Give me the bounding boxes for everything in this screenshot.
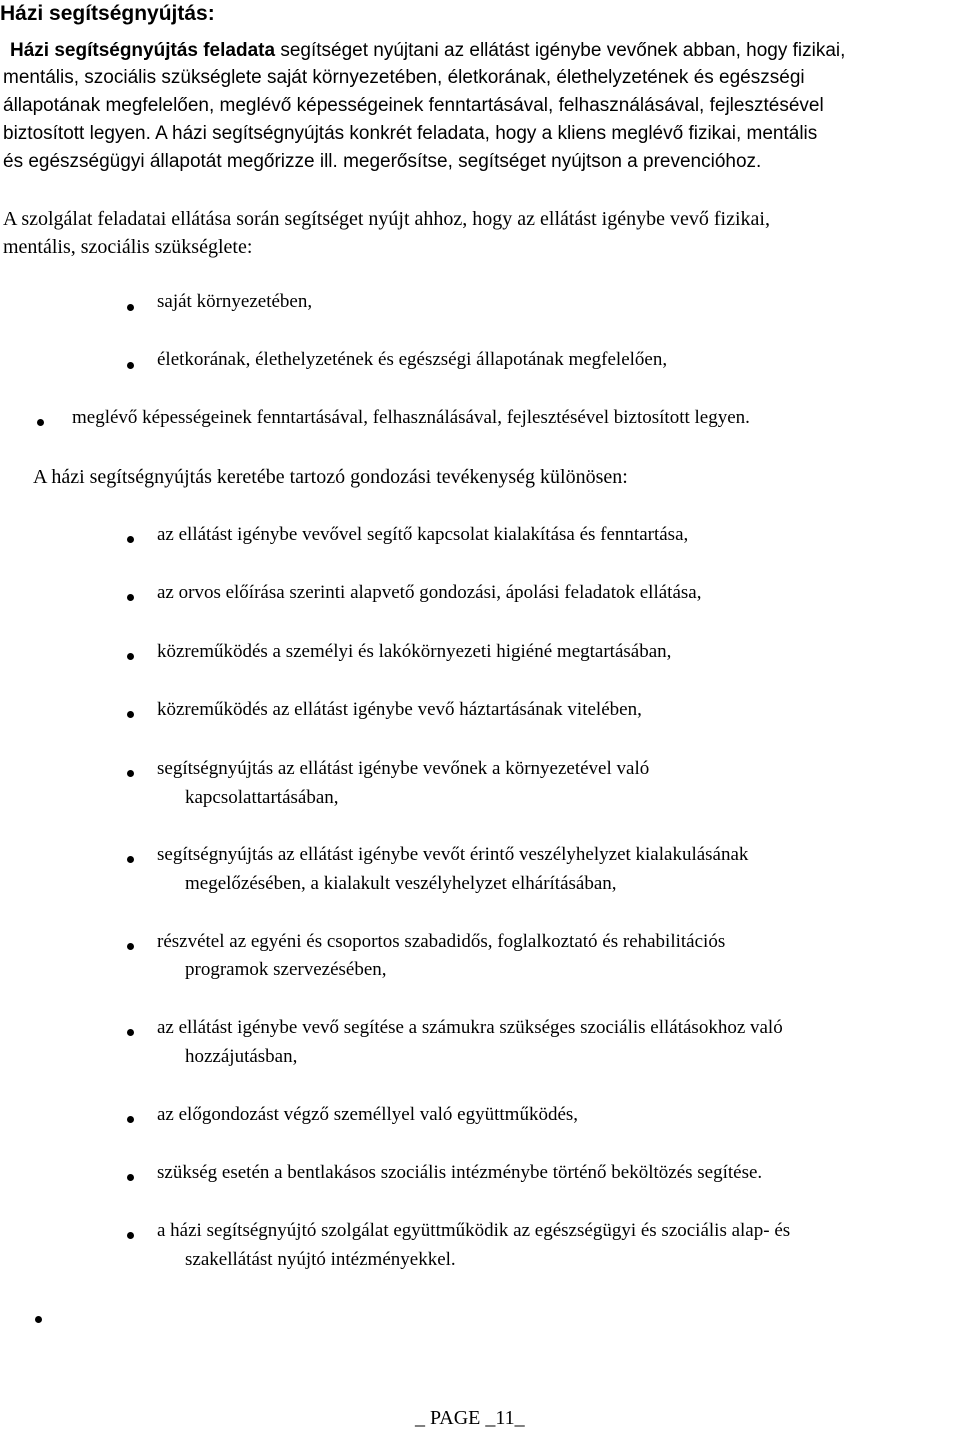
intro-bold-lead: Házi segítségnyújtás feladata — [10, 40, 276, 61]
service-para-line-1: A szolgálat feladatai ellátása során segítséget nyújt ahhoz, hogy az ellátást igénybe vevő fizikai, — [3, 208, 770, 230]
needs-item-2: életkorának, élethelyzetének és egészségi állapotának megfelelően, — [157, 349, 668, 370]
needs-item-1: saját környezetében, — [157, 291, 313, 312]
care-item-10: szükség esetén a bentlakásos szociális intézménybe történő beköltözés segítése. — [157, 1162, 763, 1183]
care-item-8-line-1: az ellátást igénybe vevő segítése a számukra szükséges szociális ellátásokhoz való — [157, 1017, 783, 1038]
care-item-6-line-2: megelőzésében, a kialakult veszélyhelyzet elhárításában, — [185, 873, 617, 894]
care-item-7-line-1: részvétel az egyéni és csoportos szabadidős, foglalkoztató és rehabilitációs — [157, 931, 726, 952]
care-item-11-line-2: szakellátást nyújtó intézményekkel. — [185, 1249, 456, 1270]
bullet-icon — [127, 362, 134, 369]
bullet-icon — [127, 653, 134, 660]
bullet-icon — [127, 1174, 134, 1181]
intro-line-1 — [10, 40, 845, 62]
intro-line-1-rest: segítséget nyújtani az ellátást igénybe vevőnek abban, hogy fizikai, — [275, 40, 846, 61]
care-item-9: az előgondozást végző személlyel való együttműködés, — [157, 1104, 579, 1125]
empty-bullet-icon — [35, 1316, 42, 1323]
bullet-icon — [127, 856, 134, 863]
care-item-1: az ellátást igénybe vevővel segítő kapcsolat kialakítása és fenntartása, — [157, 524, 689, 545]
care-item-4: közreműködés az ellátást igénybe vevő háztartásának vitelében, — [157, 699, 642, 720]
bullet-icon — [127, 1232, 134, 1239]
intro-line-2: mentális, szociális szükséglete saját környezetében, életkorának, élethelyzetének és egészségi — [3, 67, 805, 88]
care-item-5-line-2: kapcsolattartásában, — [185, 787, 339, 808]
bullet-icon — [127, 594, 134, 601]
care-item-8-line-2: hozzájutásban, — [185, 1046, 298, 1067]
care-item-11-line-1: a házi segítségnyújtó szolgálat együttműködik az egészségügyi és szociális alap- és — [157, 1220, 791, 1241]
bullet-icon — [127, 536, 134, 543]
care-item-5-line-1: segítségnyújtás az ellátást igénybe vevőnek a környezetével való — [157, 758, 650, 779]
bullet-icon — [37, 419, 44, 426]
bullet-icon — [127, 304, 134, 311]
care-intro: A házi segítségnyújtás keretébe tartozó gondozási tevékenység különösen: — [33, 466, 628, 488]
bullet-icon — [127, 943, 134, 950]
intro-line-5: és egészségügyi állapotát megőrizze ill. megerősítse, segítséget nyújtson a prevencióhoz. — [3, 151, 762, 172]
page-heading: Házi segítségnyújtás: — [0, 2, 215, 25]
bullet-icon — [127, 1116, 134, 1123]
intro-line-3: állapotának megfelelően, meglévő képességeinek fenntartásával, felhasználásával, fejlesztésével — [3, 95, 824, 116]
intro-line-4: biztosított legyen. A házi segítségnyújtás konkrét feladata, hogy a kliens meglévő fizikai, mentális — [3, 123, 818, 144]
page-footer: _ PAGE _11_ — [415, 1407, 525, 1429]
bullet-icon — [127, 770, 134, 777]
bullet-icon — [127, 711, 134, 718]
service-para-line-2: mentális, szociális szükséglete: — [3, 236, 253, 258]
care-item-6-line-1: segítségnyújtás az ellátást igénybe vevőt érintő veszélyhelyzet kialakulásának — [157, 844, 749, 865]
care-item-2: az orvos előírása szerinti alapvető gondozási, ápolási feladatok ellátása, — [157, 582, 702, 603]
bullet-icon — [127, 1029, 134, 1036]
care-item-7-line-2: programok szervezésében, — [185, 959, 387, 980]
needs-item-3: meglévő képességeinek fenntartásával, felhasználásával, fejlesztésével biztosított legyen. — [72, 407, 750, 428]
care-item-3: közreműködés a személyi és lakókörnyezeti higiéné megtartásában, — [157, 641, 672, 662]
